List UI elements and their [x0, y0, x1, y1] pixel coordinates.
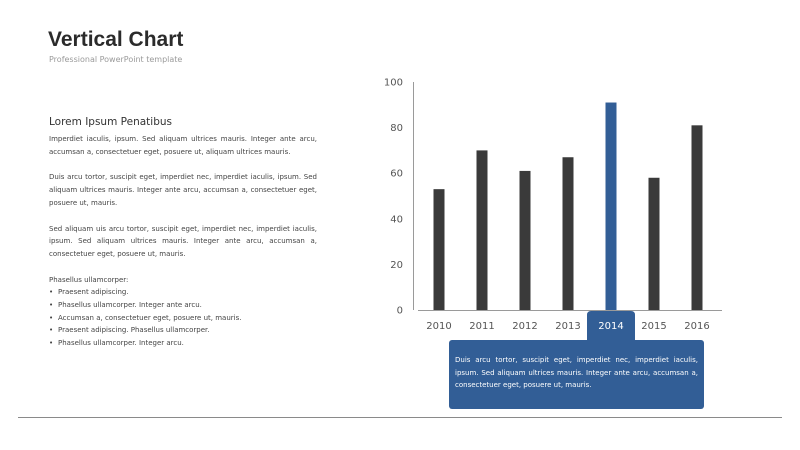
- x-tick-label: 2014: [598, 321, 624, 332]
- x-tick-label: 2016: [684, 321, 710, 332]
- bullet-item: • Phasellus ullamcorper. Integer arcu.: [49, 337, 317, 350]
- y-tick-label: 60: [390, 168, 403, 180]
- x-tick-label: 2012: [512, 321, 538, 332]
- y-tick-label: 20: [390, 259, 403, 271]
- paragraph-1: Imperdiet iaculis, ipsum. Sed aliquam ultrices mauris. Integer ante arcu, accumsan a, consectetuer eget, posuere ut, aliquam ultrices mauris.: [49, 135, 317, 156]
- paragraph-2: Duis arcu tortor, suscipit eget, imperdiet nec, imperdiet iaculis, ipsum. Sed aliquam ultrices mauris. Integer ante arcu, accumsan a, consectetuer eget, posuere ut, mauris.: [49, 173, 317, 207]
- page-subtitle: Professional PowerPoint template: [49, 55, 183, 64]
- x-tick-label: 2015: [641, 321, 667, 332]
- page-title: Vertical Chart: [48, 28, 184, 51]
- x-tick-label: 2010: [426, 321, 452, 332]
- y-tick-label: 100: [383, 77, 403, 89]
- list-title: Phasellus ullamcorper:: [49, 275, 129, 284]
- paragraph-3: Sed aliquam uis arcu tortor, suscipit eget, imperdiet nec, imperdiet iaculis, ipsum. Sed aliquam ultrices mauris. Integer ante arcu, accumsan a, consectetuer eget, posuere ut, mauris.: [49, 224, 317, 258]
- bottom-divider: [18, 417, 782, 418]
- bar: [692, 125, 703, 310]
- bar-highlighted: [606, 103, 617, 310]
- callout-text: Duis arcu tortor, suscipit eget, imperdiet nec, imperdiet iaculis, ipsum. Sed aliquam ultrices mauris. Integer ante arcu, accumsan a, consectetuer eget, posuere ut, mauris.: [455, 356, 698, 390]
- bullet-item: • Praesent adipiscing. Phasellus ullamcorper.: [49, 324, 317, 337]
- bar: [563, 157, 574, 310]
- bar: [477, 150, 488, 310]
- bullet-item: • Phasellus ullamcorper. Integer ante arcu.: [49, 299, 317, 312]
- bar: [434, 189, 445, 310]
- bar: [649, 178, 660, 310]
- y-tick-label: 0: [396, 305, 403, 317]
- bullet-item: • Praesent adipiscing.: [49, 286, 317, 299]
- x-tick-label: 2013: [555, 321, 581, 332]
- y-tick-label: 80: [390, 123, 403, 135]
- bar: [520, 171, 531, 310]
- x-tick-label: 2011: [469, 321, 495, 332]
- section-heading: Lorem Ipsum Penatibus: [49, 116, 172, 128]
- y-tick-label: 40: [390, 214, 403, 226]
- bullet-item: • Accumsan a, consectetuer eget, posuere ut, mauris.: [49, 312, 317, 325]
